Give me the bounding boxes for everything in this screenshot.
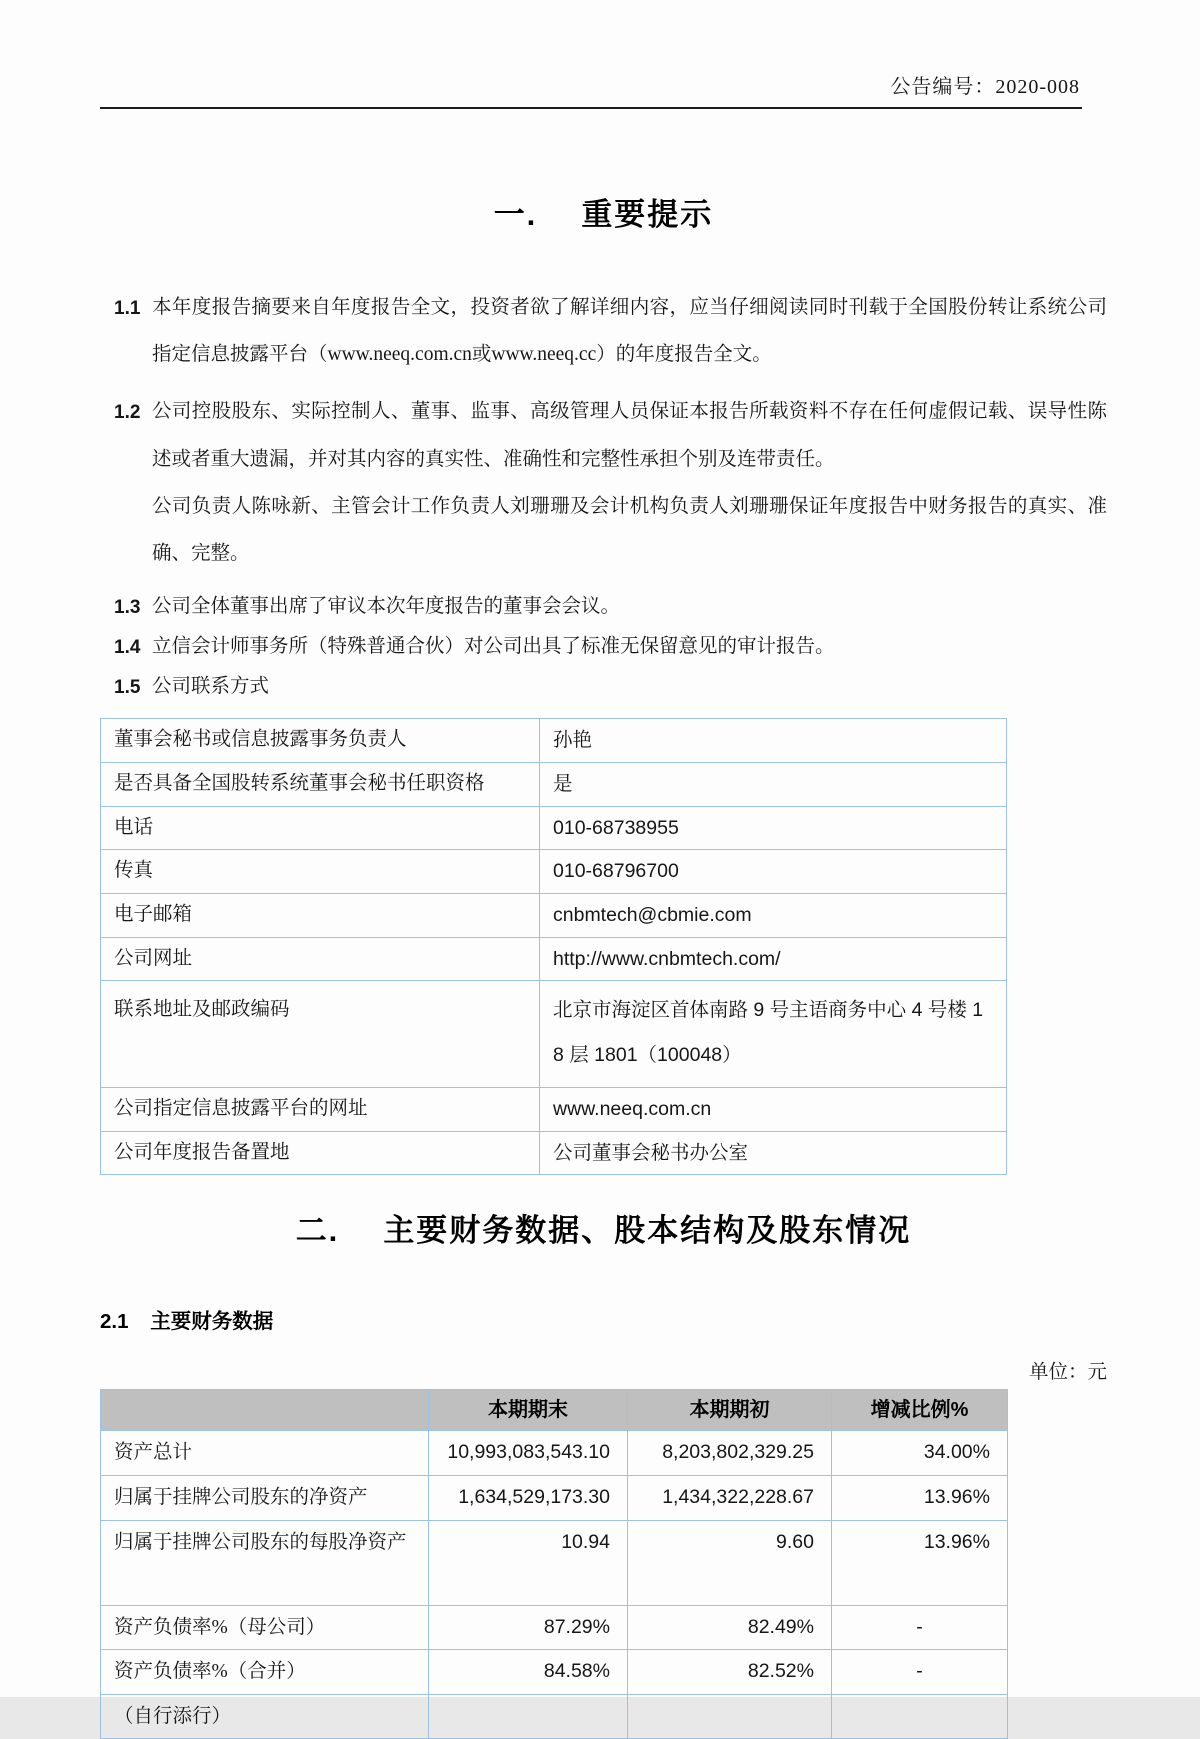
contact-value: www.neeq.com.cn [540,1088,1007,1132]
page-content [0,189,1200,1739]
contact-value: cnbmtech@cbmie.com [540,893,1007,937]
contact-label: 公司年度报告备置地 [101,1131,540,1175]
finance-header-row [101,1390,1008,1431]
finance-header-period-end: 本期期末 [429,1390,628,1431]
finance-header-change: 增减比例% [832,1390,1008,1431]
section2-title [100,1205,1107,1250]
contact-row [101,981,1007,1088]
item-number: 1.4 [114,637,141,659]
finance-row [101,1520,1008,1605]
section1-items [100,284,1107,706]
finance-value-change: - [832,1650,1008,1695]
contact-value: 010-68796700 [540,850,1007,894]
finance-header-period-begin: 本期期初 [628,1390,832,1431]
finance-value-end: 10.94 [429,1520,628,1605]
contact-value: 是 [540,762,1007,806]
contact-row [101,850,1007,894]
finance-value-end: 1,634,529,173.30 [429,1475,628,1520]
section1-title-text: 重要提示 [581,197,714,232]
subsection-number: 2.1 [100,1310,129,1334]
contact-label: 传真 [101,850,540,894]
contact-row [101,1088,1007,1132]
finance-value-begin: 82.49% [628,1605,832,1650]
finance-row [101,1650,1008,1695]
contact-label: 联系地址及邮政编码 [101,981,540,1088]
finance-value-change: - [832,1605,1008,1650]
item-number: 1.3 [114,597,141,619]
finance-row [101,1694,1008,1739]
finance-label: （自行添行） [101,1694,429,1739]
item-number: 1.5 [114,677,141,699]
subsection-2-1 [100,1304,1107,1334]
section1-title-number: 一. [493,197,538,232]
finance-label: 资产负债率%（母公司） [101,1605,429,1650]
finance-label: 资产总计 [101,1431,429,1476]
section2-title-number: 二. [295,1213,340,1249]
contact-row [101,719,1007,763]
finance-value-begin: 82.52% [628,1650,832,1695]
item-text: 公司联系方式 [152,676,270,698]
contact-row [101,806,1007,850]
finance-value-end: 84.58% [429,1650,628,1695]
contact-value: 北京市海淀区首体南路 9 号主语商务中心 4 号楼 18 层 1801（100048） [540,981,1007,1088]
item-number: 1.1 [114,298,141,319]
finance-row [101,1475,1008,1520]
finance-header-blank [101,1390,429,1431]
item-text-continued: 公司负责人陈咏新、主管会计工作负责人刘珊珊及会计机构负责人刘珊珊保证年度报告中财务报告的真实、准确、完整。 [152,495,1107,564]
unit-label: 单位：元 [1028,1362,1107,1384]
finance-value-change: 34.00% [832,1431,1008,1476]
notice-number: 公告编号：2020-008 [890,76,1080,98]
finance-value-change [832,1694,1008,1739]
contact-label: 是否具备全国股转系统董事会秘书任职资格 [101,762,540,806]
contact-value: 公司董事会秘书办公室 [540,1131,1007,1175]
item-text: 本年度报告摘要来自年度报告全文，投资者欲了解详细内容，应当仔细阅读同时刊载于全国股份转让系统公司指定信息披露平台（www.neeq.com.cn或www.neeq.cc）的年度报告全文。 [152,297,1107,366]
finance-value-begin: 8,203,802,329.25 [628,1431,832,1476]
finance-label: 归属于挂牌公司股东的净资产 [101,1475,429,1520]
contact-value: 孙艳 [540,719,1007,763]
finance-value-end [429,1694,628,1739]
list-item-1-1 [100,284,1107,378]
contact-row [101,937,1007,981]
list-item-1-3 [100,587,1107,626]
item-text: 公司全体董事出席了审议本次年度报告的董事会会议。 [152,596,621,618]
finance-table [100,1389,1008,1739]
contact-label: 电话 [101,806,540,850]
item-text: 公司控股股东、实际控制人、董事、监事、高级管理人员保证本报告所载资料不存在任何虚假记载、误导性陈述或者重大遗漏，并对其内容的真实性、准确性和完整性承担个别及连带责任。 [152,401,1107,470]
finance-row [101,1605,1008,1650]
finance-label: 归属于挂牌公司股东的每股净资产 [101,1520,429,1605]
finance-value-begin [628,1694,832,1739]
section2-title-text: 主要财务数据、股本结构及股东情况 [383,1213,912,1249]
header-divider [100,107,1082,109]
contact-label: 公司指定信息披露平台的网址 [101,1088,540,1132]
contact-label: 公司网址 [101,937,540,981]
finance-label: 资产负债率%（合并） [101,1650,429,1695]
contact-value: http://www.cnbmtech.com/ [540,937,1007,981]
finance-value-end: 10,993,083,543.10 [429,1431,628,1476]
contact-row [101,893,1007,937]
finance-row [101,1431,1008,1476]
contact-table [100,718,1007,1175]
finance-value-begin: 1,434,322,228.67 [628,1475,832,1520]
list-item-1-4 [100,627,1107,666]
finance-value-begin: 9.60 [628,1520,832,1605]
item-number: 1.2 [114,402,141,424]
item-text: 立信会计师事务所（特殊普通合伙）对公司出具了标准无保留意见的审计报告。 [152,636,835,658]
list-item-1-5 [100,667,1107,706]
contact-row [101,762,1007,806]
list-item-1-2 [100,388,1107,577]
section1-title [100,189,1107,234]
subsection-title: 主要财务数据 [150,1310,274,1334]
finance-value-change: 13.96% [832,1520,1008,1605]
contact-label: 董事会秘书或信息披露事务负责人 [101,719,540,763]
contact-value: 010-68738955 [540,806,1007,850]
finance-value-end: 87.29% [429,1605,628,1650]
contact-row [101,1131,1007,1175]
contact-label: 电子邮箱 [101,893,540,937]
finance-value-change: 13.96% [832,1475,1008,1520]
